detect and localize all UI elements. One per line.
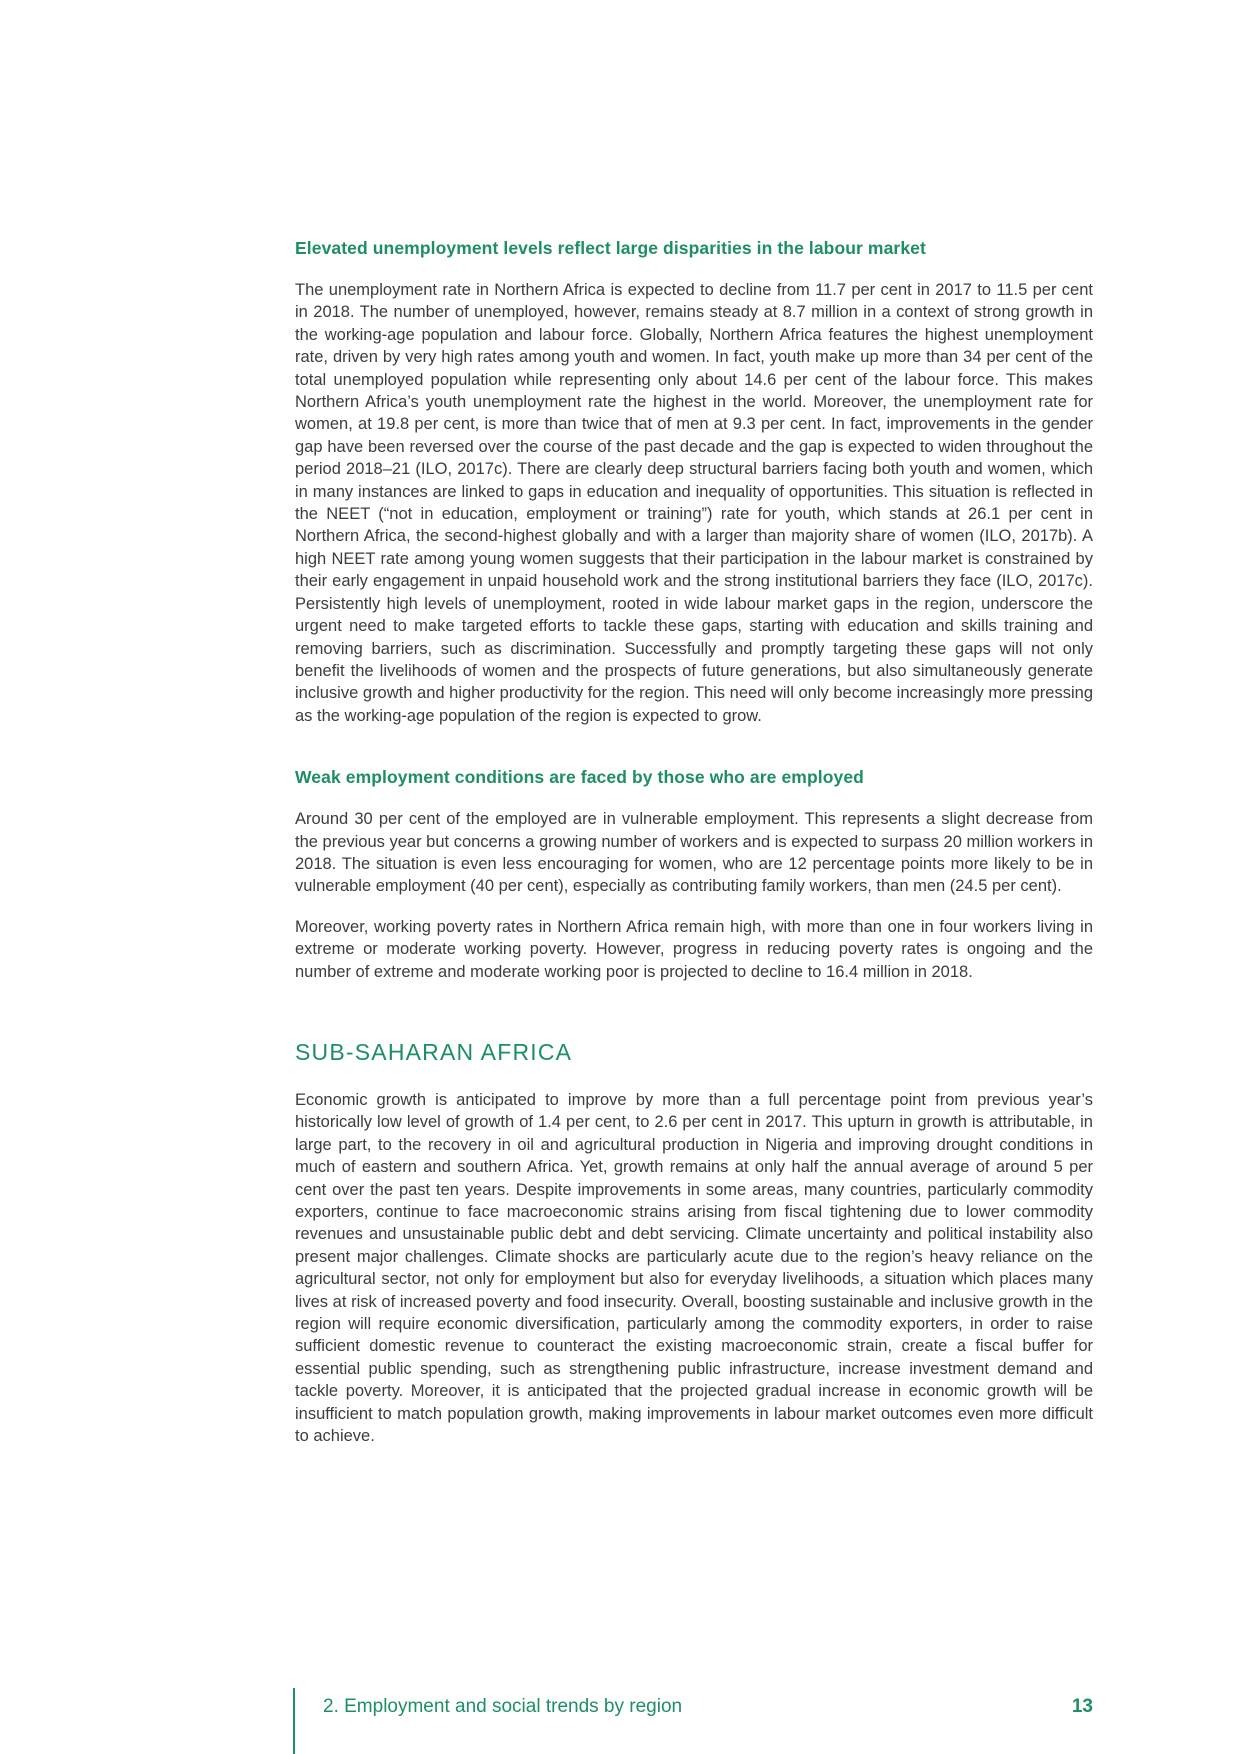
spacer — [295, 727, 1093, 765]
paragraph-vulnerable-employment: Around 30 per cent of the employed are in vulnerable employment. This represents a slight decrease from the previous year but concerns a growing number of workers and is expected to surpass 20 million workers in 2018. The situation is even less encouraging for women, who are 12 percentage points more likely to be in vulnerable employment (40 per cent), especially as contributing family workers, than men (24.5 per cent). — [295, 810, 1093, 896]
footer-rule — [293, 1688, 295, 1754]
spacer — [295, 983, 1093, 1037]
page-content — [295, 236, 1093, 1447]
section-title-sub-saharan-africa: SUB-SAHARAN AFRICA — [295, 1038, 573, 1065]
paragraph-working-poverty: Moreover, working poverty rates in Northern Africa remain high, with more than one in four workers living in extreme or moderate working poverty. However, progress in reducing poverty rates is ongoing and the number of extreme and moderate working poor is projected to decline to 16.4 million in 2018. — [295, 917, 1093, 981]
section-heading-unemployment: Elevated unemployment levels reflect large disparities in the labour market — [295, 238, 926, 258]
footer-chapter-title: 2. Employment and social trends by region — [323, 1696, 683, 1717]
page-number: 13 — [1071, 1696, 1093, 1717]
paragraph-sub-saharan-growth: Economic growth is anticipated to improve by more than a full percentage point from previous year’s historically low level of growth of 1.4 per cent, to 2.6 per cent in 2017. This upturn in growth is attributable, in large part, to the recovery in oil and agricultural production in Nigeria and improving drought conditions in much of eastern and southern Africa. Yet, growth remains at only half the annual average of around 5 per cent over the past ten years. Despite improvements in some areas, many countries, particularly commodity exporters, continue to face macroeconomic strains arising from fiscal tightening due to lower commodity revenues and unsustainable public debt and debt servicing. Climate uncertainty and political instability also present major challenges. Climate shocks are particularly acute due to the region’s heavy reliance on the agricultural sector, not only for employment but also for everyday livelihoods, a situation which places many lives at risk of increased poverty and food insecurity. Overall, boosting sustainable and inclusive growth in the region will require economic diversification, particularly among the commodity exporters, in order to raise sufficient domestic revenue to counteract the existing macroeconomic strain, create a fiscal buffer for essential public spending, such as strengthening public infrastructure, increase investment demand and tackle poverty. Moreover, it is anticipated that the projected gradual increase in economic growth will be insufficient to match population growth, making improvements in labour market outcomes even more difficult to achieve. — [295, 1090, 1093, 1446]
page-footer — [293, 1688, 1093, 1754]
section-heading-weak-employment: Weak employment conditions are faced by those who are employed — [295, 767, 864, 788]
paragraph-unemployment: The unemployment rate in Northern Africa is expected to decline from 11.7 per cent in 2017 to 11.5 per cent in 2018. The number of unemployed, however, remains steady at 8.7 million in a context of strong growth in the working-age population and labour force. Globally, Northern Africa features the highest unemployment rate, driven by very high rates among youth and women. In fact, youth make up more than 34 per cent of the total unemployed population while representing only about 14.6 per cent of the labour force. This makes Northern Africa’s youth unemployment rate the highest in the world. Moreover, the unemployment rate for women, at 19.8 per cent, is more than twice that of men at 9.3 per cent. In fact, improvements in the gender gap have been reversed over the course of the past decade and the gap is expected to widen throughout the period 2018–21 (ILO, 2017c). There are clearly deep structural barriers facing both youth and women, which in many instances are linked to gaps in education and inequality of opportunities. This situation is reflected in the NEET (“not in education, employment or training”) rate for youth, which stands at 26.1 per cent in Northern Africa, the second-highest globally and with a larger than majority share of women (ILO, 2017b). A high NEET rate among young women suggests that their participation in the labour market is constrained by their early engagement in unpaid household work and the strong institutional barriers they face (ILO, 2017c). Persistently high levels of unemployment, rooted in wide labour market gaps in the region, underscore the urgent need to make targeted efforts to tackle these gaps, starting with education and skills training and removing barriers, such as discrimination. Successfully and promptly targeting these gaps will not only benefit the livelihoods of women and the prospects of future generations, but also simultaneously generate inclusive growth and higher productivity for the region. This need will only become increasingly more pressing as the working-age population of the region is expected to grow. — [295, 281, 1093, 725]
